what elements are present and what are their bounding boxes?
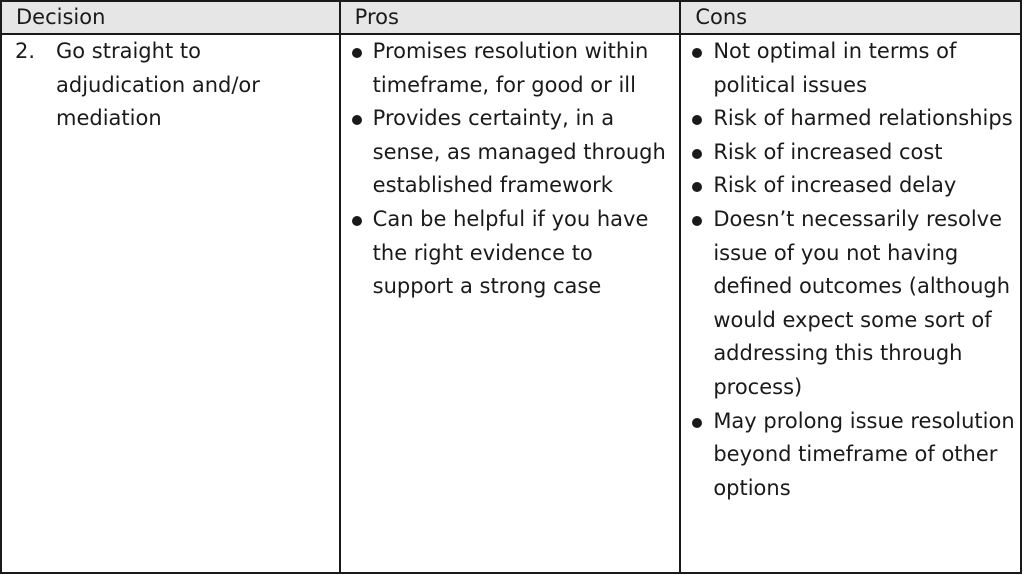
table-body [1, 34, 1021, 573]
cons-item-text: Doesn’t necessarily resolve issue of you not having defined outcomes (although would expect some sort of addressing this through process) [713, 206, 1011, 399]
decision-text: Go straight to adjudication and/or mediation [56, 39, 260, 131]
pros-cell [340, 34, 681, 573]
bullet-dot-icon [349, 203, 369, 304]
cons-cell [680, 34, 1021, 573]
cons-item-text: Risk of increased cost [713, 139, 943, 164]
table-row [1, 34, 1021, 573]
cons-list [681, 35, 1020, 505]
bullet-dot-icon [349, 102, 369, 203]
cons-item-text: Not optimal in terms of political issues [713, 39, 957, 97]
header-pros: Pros [340, 1, 681, 34]
header-decision: Decision [1, 1, 340, 34]
header-cons: Cons [680, 1, 1021, 34]
cons-list-item [689, 405, 1016, 506]
bullet-dot-icon [689, 203, 709, 405]
pros-list-item [349, 35, 676, 102]
bullet-dot-icon [689, 136, 709, 170]
pros-list-item [349, 102, 676, 203]
decision-number: 2. [15, 39, 36, 63]
cons-list-item [689, 102, 1016, 136]
cons-item-text: May prolong issue resolution beyond timeframe of other options [713, 408, 1015, 500]
cons-list-item [689, 35, 1016, 102]
cons-item-text: Risk of increased delay [713, 173, 957, 198]
bullet-dot-icon [689, 102, 709, 136]
bullet-dot-icon [689, 405, 709, 506]
header-row [1, 1, 1021, 34]
pros-list-item [349, 203, 676, 304]
table-header [1, 1, 1021, 34]
cons-item-text: Risk of harmed relationships [713, 106, 1013, 131]
pros-item-text: Provides certainty, in a sense, as managed through established framework [372, 106, 666, 198]
bullet-dot-icon [689, 169, 709, 203]
pros-item-text: Can be helpful if you have the right evidence to support a strong case [372, 206, 649, 299]
pros-item-text: Promises resolution within timeframe, for good or ill [372, 39, 649, 97]
decision-cell [1, 34, 340, 573]
pros-list [341, 35, 680, 304]
cons-list-item [689, 169, 1016, 203]
bullet-dot-icon [689, 35, 709, 102]
decision-item [2, 35, 339, 136]
cons-list-item [689, 203, 1016, 405]
bullet-dot-icon [349, 35, 369, 102]
cons-list-item [689, 136, 1016, 170]
